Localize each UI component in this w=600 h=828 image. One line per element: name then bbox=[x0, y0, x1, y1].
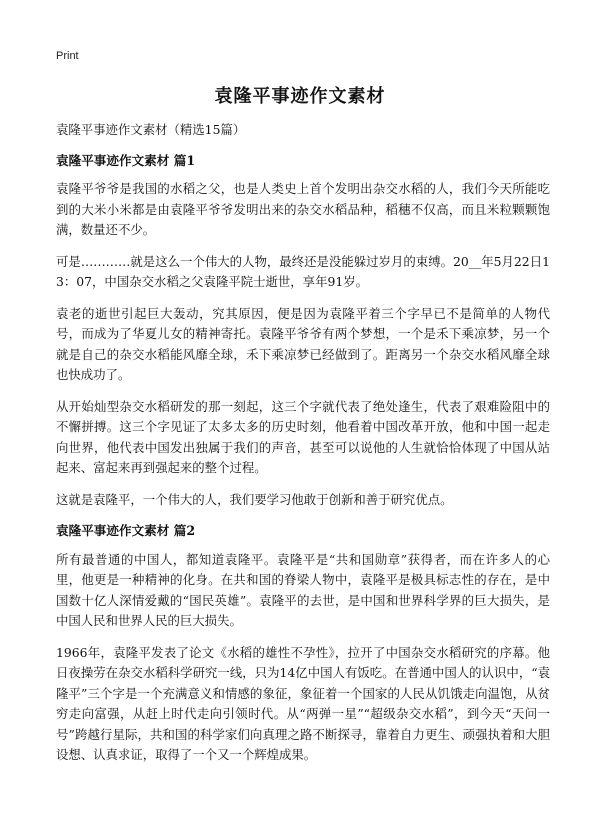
paragraph: 袁隆平爷爷是我国的水稻之父，也是人类史上首个发明出杂交水稻的人，我们今天所能吃到的大米小米都是由袁隆平爷爷发明出来的杂交水稻品种，稻穗不仅高，而且米粒颗颗饱满，数量还不少。 bbox=[56, 181, 550, 237]
paragraph: 袁老的逝世引起巨大轰动，究其原因，便是因为袁隆平着三个字早已不是简单的人物代号，而成为了华夏儿女的精神寄托。袁隆平爷爷有两个梦想，一个是禾下乘凉梦，另一个就是自己的杂交水稻能风靡全球，禾下乘凉梦已经做到了。距离另一个杂交水稻风靡全球也快成功了。 bbox=[56, 305, 550, 382]
document-title: 袁隆平事迹作文素材 bbox=[214, 86, 386, 107]
document-subtitle: 袁隆平事迹作文素材（精选15篇） bbox=[56, 122, 246, 137]
section-1 bbox=[56, 151, 550, 511]
section-2 bbox=[56, 521, 550, 766]
section-heading: 袁隆平事迹作文素材 篇2 bbox=[56, 523, 196, 538]
document-body bbox=[56, 120, 550, 777]
paragraph: 所有最普通的中国人，都知道袁隆平。袁隆平是“共和国勋章”获得者，而在许多人的心里，他更是一种精神的化身。在共和国的脊梁人物中，袁隆平是极具标志性的存在，是中国数十亿人深情爱戴的“国民英雄”。袁隆平的去世，是中国和世界科学界的巨大损失，是中国人民和世界人民的巨大损失。 bbox=[56, 551, 550, 628]
paragraph: 1966年，袁隆平发表了论文《水稻的雄性不孕性》，拉开了中国杂交水稻研究的序幕。他日夜操劳在杂交水稻科学研究一线，只为14亿中国人有饭吃。在普通中国人的认识中，“袁隆平”三个字是一个充满意义和情感的象征，象征着一个国家的人民从饥饿走向温饱，从贫穷走向富强，从赶上时代走向引领时代。从“两弹一星”“超级杂交水稻”，到今天“天问一号”跨越行星际，共和国的科学家们向真理之路不断探寻，靠着自力更生、顽强执着和大胆设想、认真求证，取得了一个又一个辉煌成果。 bbox=[56, 644, 550, 762]
section-heading: 袁隆平事迹作文素材 篇1 bbox=[56, 152, 196, 168]
paragraph: 从开始灿型杂交水稻研发的那一刻起，这三个字就代表了绝处逢生，代表了艰难险阻中的不懈拼搏。这三个字见证了太多太多的历史时刻，他看着中国改革开放，他和中国一起走向世界，他代表中国发出独属于我们的声音，甚至可以说他的人生就恰恰体现了中国从站起来、富起来再到强起来的整个过程。 bbox=[56, 398, 550, 475]
print-label[interactable]: Print bbox=[56, 50, 79, 62]
paragraph: 这就是袁隆平，一个伟大的人，我们要学习他敢于创新和善于研究优点。 bbox=[56, 491, 453, 507]
paragraph: 可是…………就是这么一个伟大的人物，最终还是没能躲过岁月的束缚。20__年5月22日13：07，中国杂交水稻之父袁隆平院士逝世，享年91岁。 bbox=[56, 253, 550, 289]
